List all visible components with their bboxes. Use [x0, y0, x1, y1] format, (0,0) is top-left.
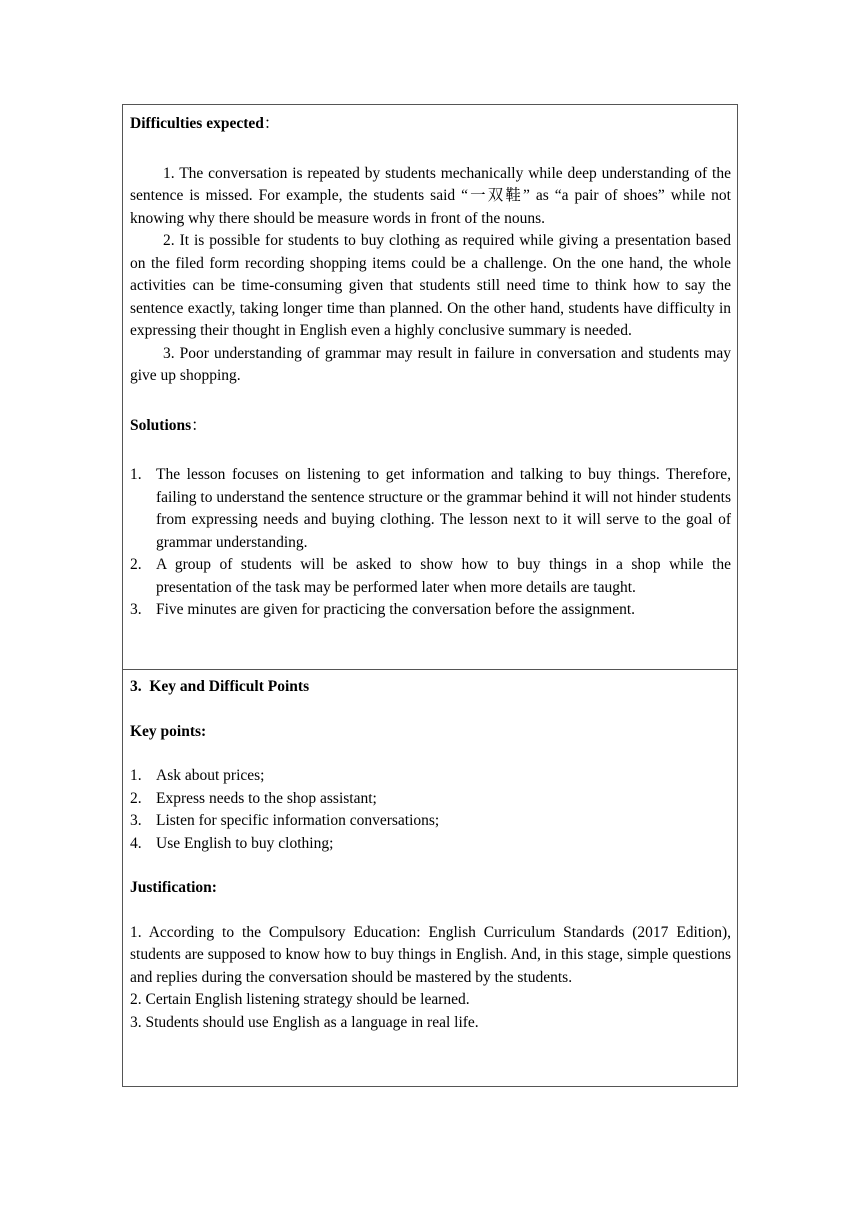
solutions-heading [130, 415, 731, 438]
difficulties-heading [130, 113, 731, 136]
solutions-heading-colon: ： [191, 416, 207, 434]
key-difficult-heading: 3. Key and Difficult Points [130, 678, 310, 695]
solution-item-2 [130, 554, 731, 599]
solution-text: Five minutes are given for practicing the conversation before the assignment. [156, 601, 636, 618]
difficulty-item-2: 2. It is possible for students to buy clothing as required while giving a presentation based on the filed form recording shopping items could be a challenge. On the one hand, the whole activities can be time-consuming given that students still need time to think how to say the sentence exactly, taking longer time than planned. On the other hand, students have difficulty in expressing their thought in English even a highly conclusive summary is needed. [130, 232, 731, 339]
key-difficult-cell [123, 670, 737, 1086]
key-point-item [130, 810, 731, 833]
justification-heading: Justification: [130, 879, 217, 896]
solution-number: 1. [130, 466, 142, 483]
lesson-plan-table [122, 104, 738, 1087]
difficulty-item-3: 3. Poor understanding of grammar may result in failure in conversation and students may give up shopping. [130, 344, 731, 384]
justification-item-1: 1. According to the Compulsory Education: English Curriculum Standards (2017 Edition), students are supposed to know how to buy things in English. And, in this stage, simple questions and replies during the conversation should be mastered by the students. [130, 923, 731, 986]
key-point-number: 1. [130, 767, 142, 784]
justification-item-3: 3. Students should use English as a language in real life. [130, 1013, 479, 1031]
solution-number: 2. [130, 556, 142, 573]
solution-item-1 [130, 464, 731, 554]
solution-text: The lesson focuses on listening to get information and talking to buy things. Therefore, failing to understand the sentence structure or the grammar behind it will not hinder students from expressing needs and buying clothing. The lesson next to it will serve to the goal of grammar understanding. [156, 466, 731, 551]
difficulty-item-1: 1. The conversation is repeated by students mechanically while deep understanding of the sentence is missed. For example, the students said “一双鞋” as “a pair of shoes” while not knowing why there should be measure words in front of the nouns. [130, 164, 731, 227]
solution-text: A group of students will be asked to show how to buy things in a shop while the presentation of the task may be performed later when more details are taught. [156, 556, 731, 596]
key-point-text: Listen for specific information conversations; [156, 812, 440, 829]
solution-item-3 [130, 599, 731, 622]
difficulties-heading-text: Difficulties expected [130, 115, 264, 132]
solution-number: 3. [130, 601, 142, 618]
key-point-item [130, 765, 731, 788]
key-points-list [130, 765, 731, 855]
key-point-text: Express needs to the shop assistant; [156, 789, 377, 807]
key-point-text: Use English to buy clothing; [156, 834, 334, 852]
key-point-text: Ask about prices; [156, 767, 265, 784]
solutions-list [130, 464, 731, 622]
key-point-item [130, 788, 731, 811]
key-point-number: 2. [130, 789, 142, 807]
difficulties-heading-colon: ： [263, 115, 280, 132]
solutions-heading-text: Solutions [130, 416, 192, 434]
key-point-item [130, 833, 731, 856]
difficulties-cell [123, 105, 737, 670]
key-points-heading: Key points: [130, 722, 207, 740]
key-point-number: 3. [130, 812, 142, 829]
key-point-number: 4. [130, 834, 142, 852]
justification-item-2: 2. Certain English listening strategy should be learned. [130, 991, 470, 1008]
